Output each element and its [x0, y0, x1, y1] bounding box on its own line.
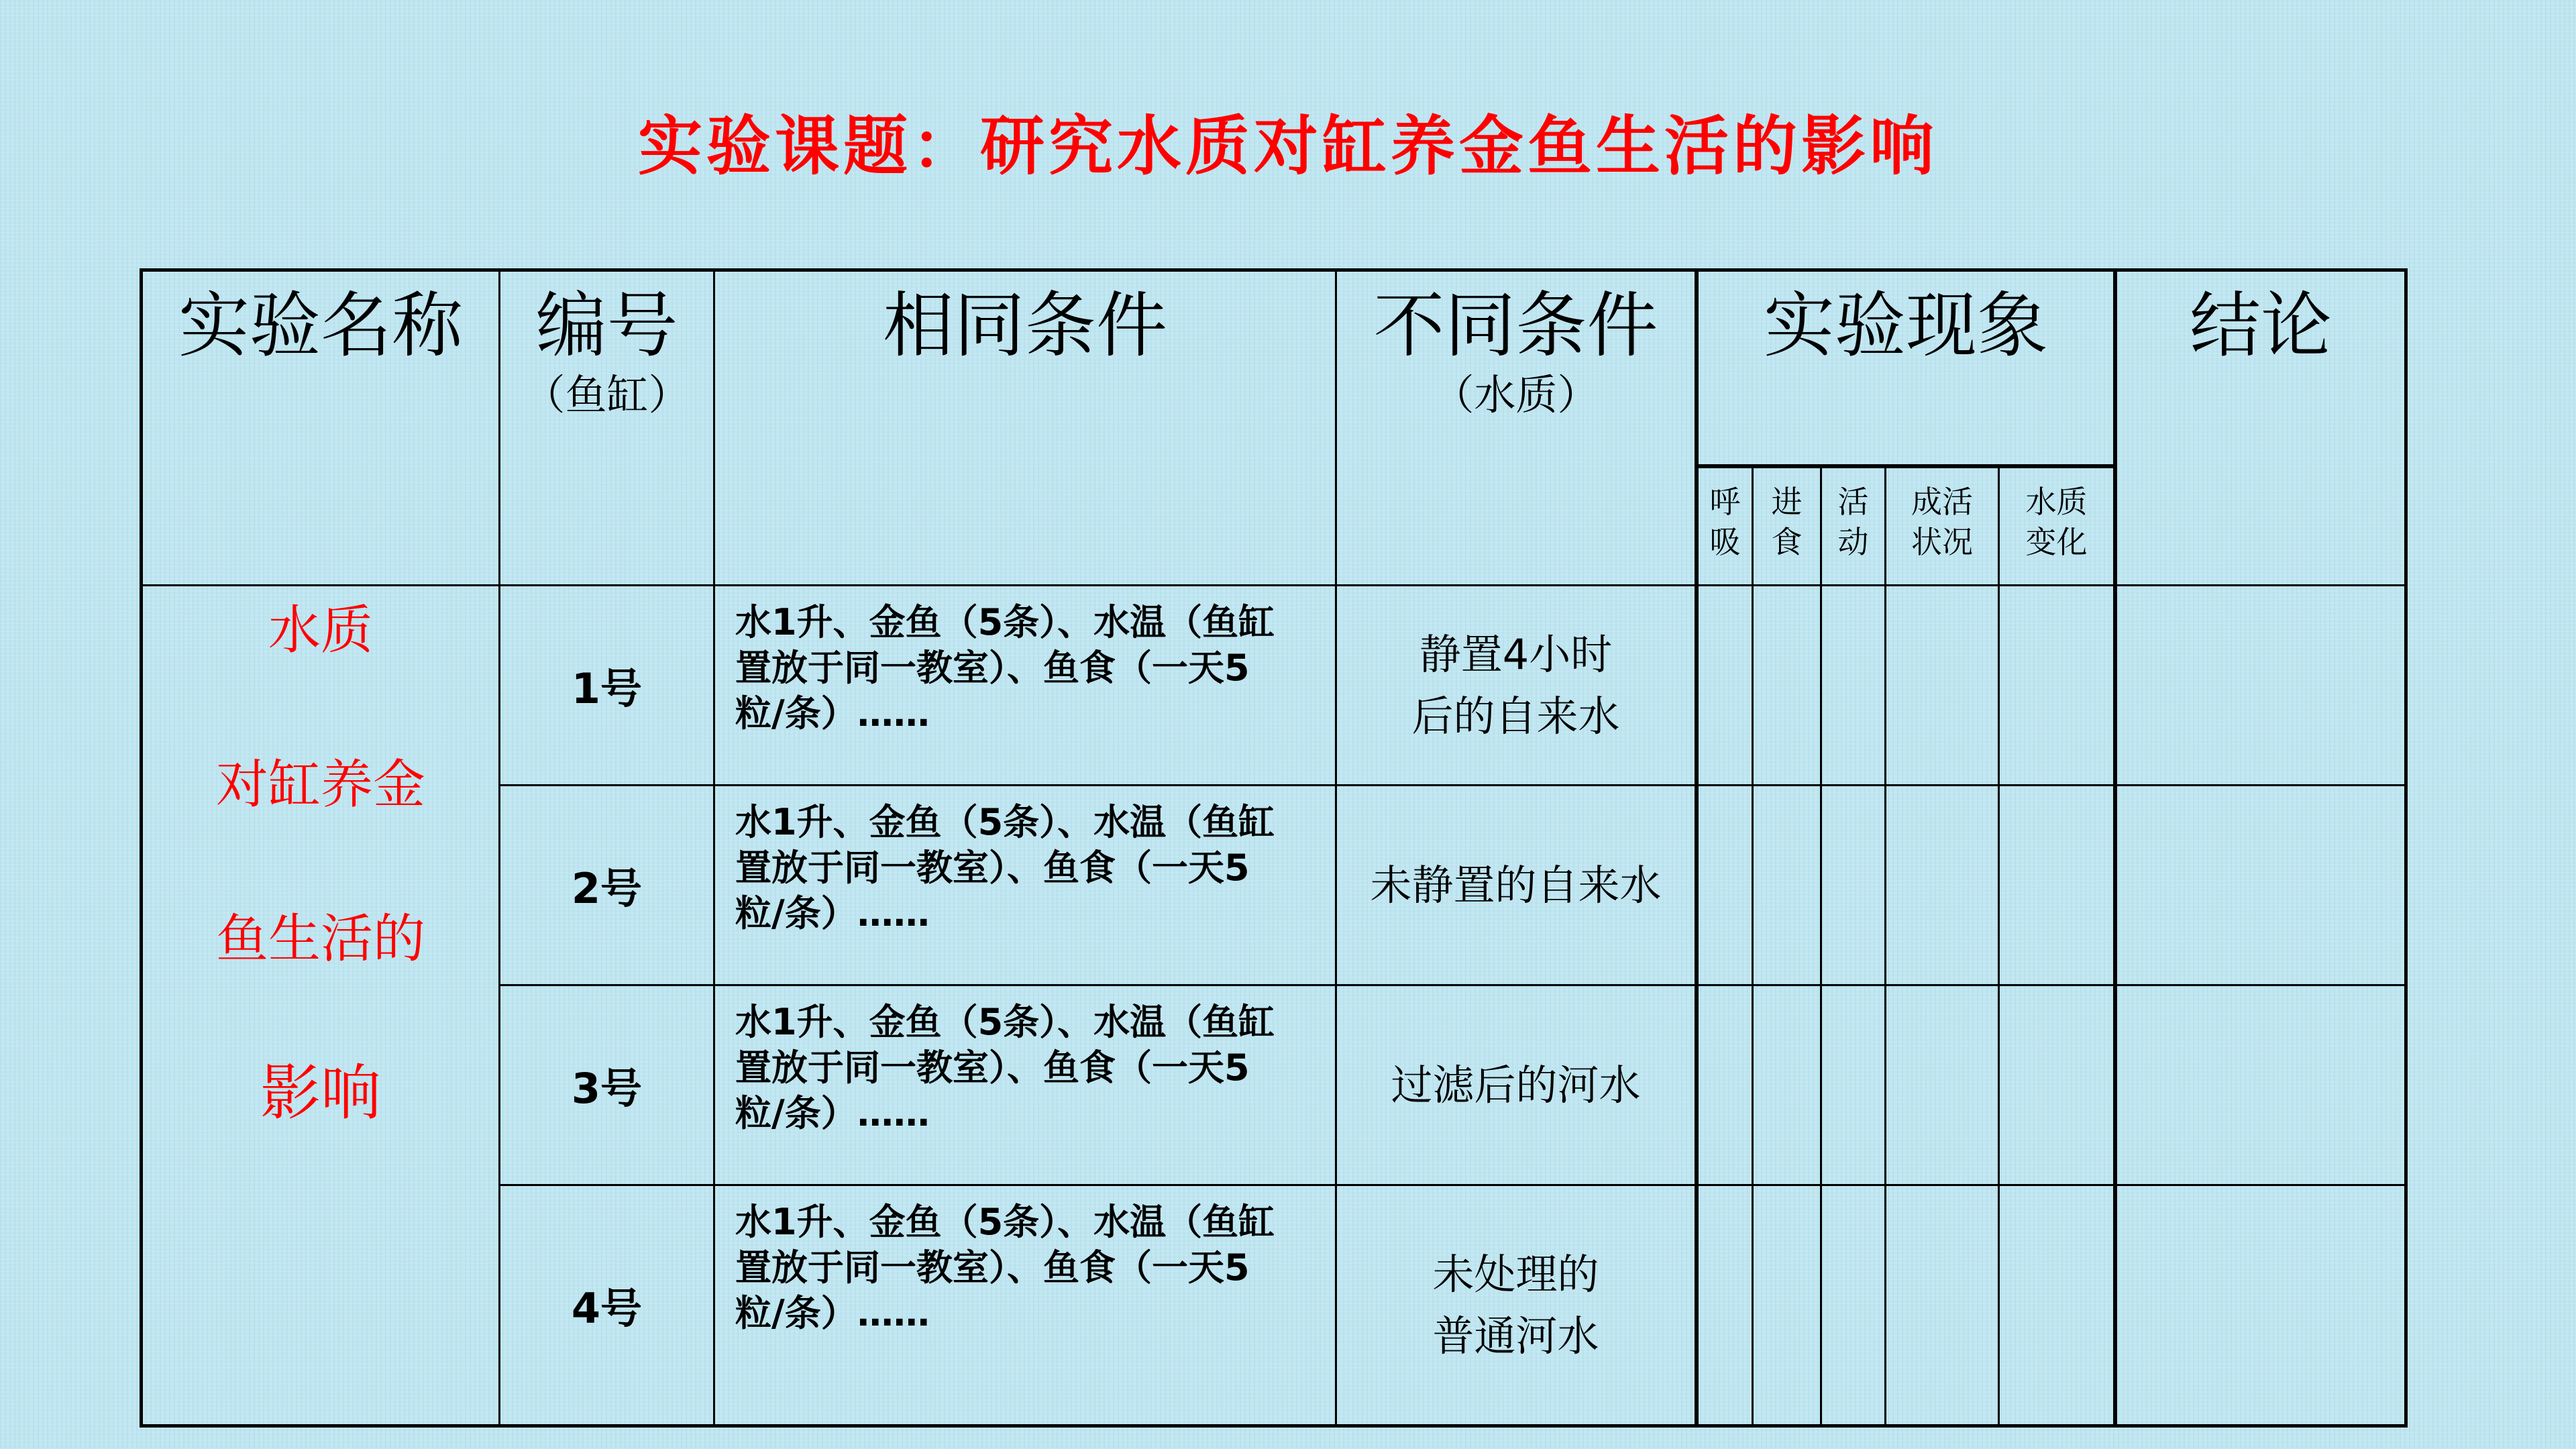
row-number: 2号 [571, 864, 643, 913]
header-same-conditions [715, 272, 1335, 584]
table-border [1884, 466, 1886, 1428]
experiment-name-line: 对缸养金 [215, 755, 425, 815]
header-label: 编号 [535, 284, 678, 367]
same-conditions-cell: 水1升、金鱼（5条）、水温（鱼缸 置放于同一教室）、鱼食（一天5 粒/条）…… [735, 601, 1275, 735]
header-label: 实验名称 [178, 284, 463, 367]
experiment-name-line: 水质 [268, 600, 373, 661]
experiment-name-cell [143, 586, 498, 1424]
table-border [2404, 270, 2408, 1428]
same-conditions-cell: 水1升、金鱼（5条）、水温（鱼缸 置放于同一教室）、鱼食（一天5 粒/条）…… [735, 801, 1275, 934]
subheader-survival: 成活 状况 [1911, 484, 1973, 560]
header-number [500, 272, 713, 584]
header-phenomenon [1699, 272, 2113, 464]
row-number: 4号 [571, 1284, 643, 1333]
table-border [1998, 466, 2000, 1428]
different-conditions-cell: 过滤后的河水 [1391, 1060, 1641, 1110]
row-number: 3号 [571, 1064, 643, 1113]
same-conditions-cell: 水1升、金鱼（5条）、水温（鱼缸 置放于同一教室）、鱼食（一天5 粒/条）…… [735, 1201, 1275, 1334]
different-conditions-cell: 未静置的自来水 [1370, 860, 1662, 910]
header-label: 结论 [2190, 284, 2332, 367]
header-conclusion [2117, 272, 2404, 584]
different-conditions-cell: 未处理的 普通河水 [1432, 1249, 1599, 1360]
header-label: 相同条件 [883, 284, 1167, 367]
subheader-activity: 活 动 [1837, 484, 1869, 560]
experiment-name-line: 鱼生活的 [215, 909, 425, 969]
different-conditions-cell: 静置4小时 后的自来水 [1411, 629, 1620, 741]
table-border [1752, 466, 1754, 1428]
header-different-conditions [1337, 272, 1695, 584]
slide-title: 实验课题：研究水质对缸养金鱼生活的影响 [638, 108, 1938, 184]
experiment-name-line: 影响 [260, 1058, 381, 1128]
header-label: 实验现象 [1764, 284, 2048, 367]
subheader-eating: 进 食 [1771, 484, 1803, 560]
same-conditions-cell: 水1升、金鱼（5条）、水温（鱼缸 置放于同一教室）、鱼食（一天5 粒/条）…… [735, 1001, 1275, 1134]
table-border [1820, 466, 1822, 1428]
subheader-breathing: 呼 吸 [1709, 484, 1741, 560]
header-experiment-name [143, 272, 498, 584]
table-border [140, 1424, 2408, 1428]
subheader-water-change: 水质 变化 [2025, 484, 2088, 560]
row-number: 1号 [571, 664, 643, 713]
header-sublabel: （水质） [1432, 370, 1599, 419]
header-label: 不同条件 [1373, 284, 1658, 367]
header-sublabel: （鱼缸） [523, 370, 690, 419]
